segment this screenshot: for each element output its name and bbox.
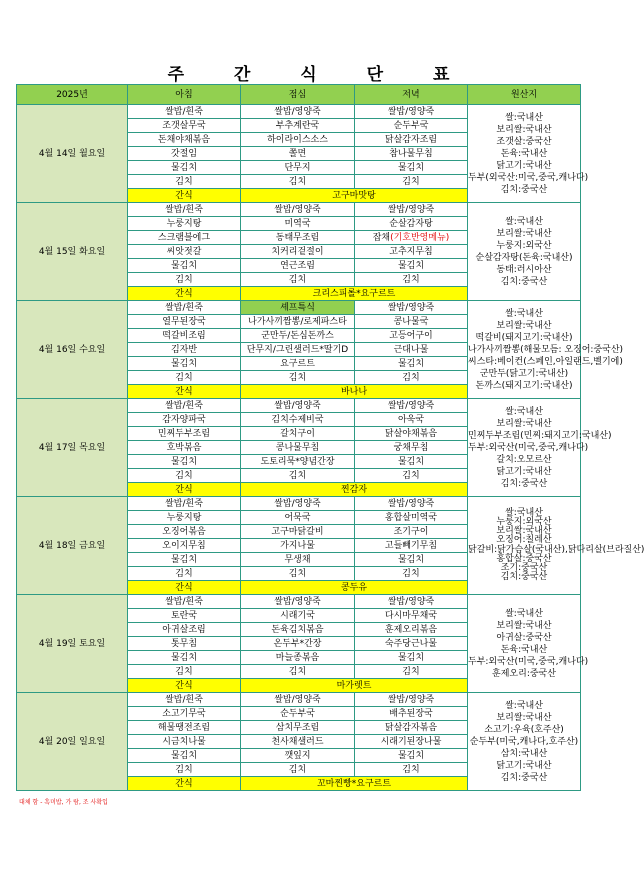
dinner-item — [355, 315, 468, 329]
dinner-item-text: 물김치 — [397, 456, 425, 467]
breakfast-item: 쌀밥/흰죽 — [128, 203, 241, 217]
dinner-item-text: 닭살감자조림 — [384, 134, 438, 145]
dinner-item-text: 훈제오리볶음 — [384, 624, 438, 635]
dinner-item — [355, 497, 468, 511]
lunch-item: 갈치구이 — [241, 427, 355, 441]
breakfast-item: 김자반 — [128, 343, 241, 357]
lunch-item: 시래기국 — [241, 609, 355, 623]
dinner-item — [355, 469, 468, 483]
lunch-item: 쌀밥/영양죽 — [241, 497, 355, 511]
lunch-item: 김치 — [241, 469, 355, 483]
snack-label: 간식 — [128, 189, 241, 203]
origin-line: 쌀:국내산 — [505, 112, 543, 123]
origin-line: 보리쌀:국내산 — [496, 228, 552, 239]
dinner-item — [355, 721, 468, 735]
origin-info — [468, 595, 589, 693]
snack-label: 간식 — [128, 385, 241, 399]
origin-line: 돈육:국내산 — [500, 148, 548, 159]
origin-line: 보리쌀:국내산 — [496, 418, 552, 429]
origin-line: 아귀살:중국산 — [496, 632, 552, 643]
dinner-item — [355, 651, 468, 665]
dinner-item-text: 쌀밥/영양죽 — [387, 302, 435, 313]
dinner-item-text: 물김치 — [397, 652, 425, 663]
breakfast-item: 김치 — [128, 665, 241, 679]
origin-line: 닭고기:국내산 — [496, 466, 552, 477]
origin-line: 조기:중국산 — [500, 562, 548, 573]
lunch-item: 김치 — [241, 371, 355, 385]
dinner-item — [355, 105, 468, 119]
dinner-item — [355, 273, 468, 287]
origin-info — [468, 105, 589, 203]
breakfast-item: 민찌두부조림 — [128, 427, 241, 441]
dinner-item — [355, 553, 468, 567]
breakfast-item: 톳무침 — [128, 637, 241, 651]
snack-item: 크리스피롤*요구르트 — [241, 287, 468, 301]
dinner-item-text: 고추지무침 — [389, 246, 433, 257]
breakfast-item: 오징어볶음 — [128, 525, 241, 539]
lunch-item: 콩나물무침 — [241, 441, 355, 455]
dinner-item — [355, 413, 468, 427]
breakfast-item: 김치 — [128, 469, 241, 483]
breakfast-item: 쌀밥/흰죽 — [128, 105, 241, 119]
header-breakfast: 아침 — [128, 85, 241, 105]
dinner-item-text: 김치 — [402, 372, 420, 383]
lunch-item: 단무지/그린샐러드*딸기D — [241, 343, 355, 357]
dinner-item-text: 쌀밥/영양죽 — [387, 400, 435, 411]
origin-line: 보리쌀:국내산 — [496, 124, 552, 135]
breakfast-item: 물김치 — [128, 553, 241, 567]
origin-line: 보리쌀:국내산 — [496, 620, 552, 631]
origin-line: 동태:러시아산 — [496, 264, 552, 275]
origin-line: 군만두(닭고기:국내산) — [479, 368, 569, 379]
origin-line: 보리쌀:국내산 — [496, 526, 552, 537]
dinner-item — [355, 693, 468, 707]
breakfast-item: 스크램블에그 — [128, 231, 241, 245]
origin-line: 두부:외국산(미국,중국,캐나다) — [468, 656, 589, 667]
lunch-item: 동태무조림 — [241, 231, 355, 245]
dinner-item — [355, 371, 468, 385]
dinner-item — [355, 665, 468, 679]
dinner-item — [355, 511, 468, 525]
dinner-item — [355, 147, 468, 161]
dinner-item-text: 다시마무채국 — [384, 610, 438, 621]
dinner-item-text: 물김치 — [397, 162, 425, 173]
lunch-item: 김치 — [241, 567, 355, 581]
origin-line: 훈제오리:중국산 — [492, 668, 556, 679]
dinner-item-text: 물김치 — [397, 358, 425, 369]
dinner-item — [355, 441, 468, 455]
snack-label: 간식 — [128, 581, 241, 595]
dinner-item — [355, 427, 468, 441]
dinner-item — [355, 357, 468, 371]
breakfast-item: 조갯살무국 — [128, 119, 241, 133]
menu-row — [17, 497, 581, 511]
origin-line: 민찌두부조림(민찌:돼지고기:국내산) — [468, 430, 612, 441]
dinner-item-text: 김치 — [402, 764, 420, 775]
dinner-item-text: 조기구이 — [393, 526, 429, 537]
dinner-item-text: 궁채무침 — [393, 442, 429, 453]
origin-line: 쌀:국내산 — [505, 507, 543, 518]
snack-label: 간식 — [128, 483, 241, 497]
dinner-item — [355, 399, 468, 413]
breakfast-item: 물김치 — [128, 455, 241, 469]
dinner-item — [355, 637, 468, 651]
menu-row — [17, 105, 581, 119]
breakfast-item: 쌀밥/흰죽 — [128, 693, 241, 707]
lunch-item: 김치 — [241, 665, 355, 679]
day-date: 4월 18일 금요일 — [17, 497, 128, 595]
lunch-item: 군만두/돈심돈까스 — [241, 329, 355, 343]
lunch-item: 어묵국 — [241, 511, 355, 525]
origin-line: 삼치:국내산 — [500, 748, 548, 759]
origin-line: 쌀:국내산 — [505, 700, 543, 711]
dinner-item — [355, 175, 468, 189]
dinner-item-text: 김치 — [402, 470, 420, 481]
dinner-item-text: 김치 — [402, 666, 420, 677]
origin-line: 떡갈비(돼지고기:국내산) — [475, 332, 573, 343]
snack-item: 찐감자 — [241, 483, 468, 497]
lunch-item: 고구마닭갈비 — [241, 525, 355, 539]
snack-item: 바나나 — [241, 385, 468, 399]
origin-line: 순두부(미국,캐나다,호주산) — [469, 736, 579, 747]
dinner-item-text: 쌀밥/영양죽 — [387, 498, 435, 509]
dinner-item — [355, 217, 468, 231]
dinner-item-text: 콩나물국 — [393, 316, 429, 327]
dinner-item — [355, 301, 468, 315]
lunch-item: 요구르트 — [241, 357, 355, 371]
menu-row — [17, 203, 581, 217]
lunch-item: 쫄면 — [241, 147, 355, 161]
lunch-item: 김치 — [241, 175, 355, 189]
day-date: 4월 17일 목요일 — [17, 399, 128, 497]
origin-line: 누룽지:외국산 — [496, 240, 552, 251]
dinner-item — [355, 119, 468, 133]
day-date: 4월 20일 일요일 — [17, 693, 128, 791]
origin-info — [468, 203, 581, 301]
origin-line: 쌀:국내산 — [505, 608, 543, 619]
snack-item: 고구마맛탕 — [241, 189, 468, 203]
origin-line: 김치:중국산 — [500, 184, 548, 195]
origin-line: 두부(외국산:미국,중국,캐나다) — [468, 172, 589, 183]
origin-line: 홍합살:중국산 — [496, 553, 552, 564]
lunch-item: 쌀밥/영양죽 — [241, 693, 355, 707]
weekly-menu-table — [16, 84, 644, 791]
dinner-item — [355, 749, 468, 763]
lunch-item: 가지나물 — [241, 539, 355, 553]
dinner-item-text: 참나물무침 — [389, 148, 433, 159]
snack-item: 꼬마찐빵*요구르트 — [241, 777, 468, 791]
origin-line: 갈치:오모르산 — [496, 454, 552, 465]
dinner-item-text: 닭살야채볶음 — [384, 428, 438, 439]
breakfast-item: 떡갈비조림 — [128, 329, 241, 343]
origin-line: 조갯살:중국산 — [496, 136, 552, 147]
origin-line: 닭고기:국내산 — [496, 760, 552, 771]
origin-info — [468, 497, 644, 595]
origin-line: 쌀:국내산 — [505, 406, 543, 417]
dinner-item — [355, 735, 468, 749]
breakfast-item: 갓절임 — [128, 147, 241, 161]
dinner-item — [355, 567, 468, 581]
origin-info — [468, 399, 612, 497]
dinner-item — [355, 595, 468, 609]
origin-line: 쌀:국내산 — [505, 308, 543, 319]
header-lunch: 점심 — [241, 85, 355, 105]
origin-line: 쌀:국내산 — [505, 216, 543, 227]
dinner-item — [355, 707, 468, 721]
lunch-item: 김치 — [241, 273, 355, 287]
breakfast-item: 김치 — [128, 273, 241, 287]
breakfast-item: 김치 — [128, 175, 241, 189]
origin-line: 김치:중국산 — [500, 772, 548, 783]
dinner-item — [355, 329, 468, 343]
lunch-item: 미역국 — [241, 217, 355, 231]
page-title: 주 간 식 단 표 — [167, 65, 472, 85]
lunch-item: 단무지 — [241, 161, 355, 175]
dinner-item-text: 물김치 — [397, 750, 425, 761]
dinner-item-text: 순두부국 — [393, 120, 429, 131]
lunch-item: 김치수제비국 — [241, 413, 355, 427]
origin-line: 닭고기:국내산 — [496, 160, 552, 171]
origin-line: 씨스타:베이컨(스페인,아일랜드,벨기에) — [468, 356, 623, 367]
breakfast-item: 쌀밥/흰죽 — [128, 497, 241, 511]
dinner-item — [355, 539, 468, 553]
lunch-item: 나가사끼짬뽕/로제파스타 — [241, 315, 355, 329]
dinner-item-text: 잡채 — [372, 232, 391, 243]
breakfast-item: 해물땡전조림 — [128, 721, 241, 735]
dinner-item-text: 근대나물 — [393, 344, 429, 355]
dinner-item — [355, 259, 468, 273]
lunch-item: 삼치무조림 — [241, 721, 355, 735]
lunch-item: 도토리묵*양념간장 — [241, 455, 355, 469]
breakfast-item: 호박볶음 — [128, 441, 241, 455]
origin-line: 소고기:우육(호주산) — [484, 724, 564, 735]
breakfast-item: 열무된장국 — [128, 315, 241, 329]
dinner-item — [355, 343, 468, 357]
breakfast-item: 물김치 — [128, 357, 241, 371]
dinner-item-text: 김치 — [402, 176, 420, 187]
origin-line: 보리쌀:국내산 — [496, 712, 552, 723]
breakfast-item: 물김치 — [128, 161, 241, 175]
breakfast-item: 물김치 — [128, 651, 241, 665]
menu-row — [17, 301, 581, 315]
origin-line: 순살감자탕(돈육:국내산) — [475, 252, 573, 263]
dinner-item — [355, 455, 468, 469]
lunch-item: 쌀밥/영양죽 — [241, 399, 355, 413]
origin-line: 돈육:국내산 — [500, 644, 548, 655]
breakfast-item: 누룽지탕 — [128, 511, 241, 525]
dinner-item-text: 쌀밥/영양죽 — [387, 204, 435, 215]
dinner-item-text: 아욱국 — [397, 414, 425, 425]
breakfast-item: 시금치나물 — [128, 735, 241, 749]
day-date: 4월 16일 수요일 — [17, 301, 128, 399]
breakfast-item: 토란국 — [128, 609, 241, 623]
lunch-item: 천사채샐러드 — [241, 735, 355, 749]
dinner-item — [355, 245, 468, 259]
origin-line: 돈까스(돼지고기:국내산) — [475, 380, 573, 391]
lunch-item: 마늘종볶음 — [241, 651, 355, 665]
origin-line: 오징어:칠레산 — [496, 535, 552, 546]
day-date: 4월 15일 화요일 — [17, 203, 128, 301]
dinner-item-text: 고등어구이 — [389, 330, 433, 341]
dinner-item — [355, 161, 468, 175]
snack-item: 마가렛트 — [241, 679, 468, 693]
dinner-item-text: 쌀밥/영양죽 — [387, 596, 435, 607]
lunch-item: 치커리겉절이 — [241, 245, 355, 259]
header-dinner: 저녁 — [355, 85, 468, 105]
header-year: 2025년 — [17, 85, 128, 105]
breakfast-item: 쌀밥/흰죽 — [128, 301, 241, 315]
snack-label: 간식 — [128, 679, 241, 693]
origin-info — [468, 693, 581, 791]
dinner-item — [355, 763, 468, 777]
lunch-item: 연근조림 — [241, 259, 355, 273]
menu-row — [17, 595, 581, 609]
menu-row — [17, 399, 581, 413]
breakfast-item: 감자양파국 — [128, 413, 241, 427]
lunch-item: 하이라이스소스 — [241, 133, 355, 147]
breakfast-item: 물김치 — [128, 749, 241, 763]
origin-line: 김치:중국산 — [500, 478, 548, 489]
lunch-item: 부추계란국 — [241, 119, 355, 133]
lunch-item: 순두부국 — [241, 707, 355, 721]
dinner-item-text: 쌀밥/영양죽 — [387, 106, 435, 117]
origin-line: 김치:중국산 — [500, 572, 548, 583]
breakfast-item: 김치 — [128, 763, 241, 777]
breakfast-item: 돈채야채볶음 — [128, 133, 241, 147]
menu-row — [17, 693, 581, 707]
origin-line: 두부:외국산(미국,중국,캐나다) — [468, 442, 589, 453]
origin-line: 보리쌀:국내산 — [496, 320, 552, 331]
breakfast-item: 물김치 — [128, 259, 241, 273]
lunch-item: 쌀밥/영양죽 — [241, 105, 355, 119]
origin-info — [468, 301, 624, 399]
snack-label: 간식 — [128, 287, 241, 301]
breakfast-item: 김치 — [128, 371, 241, 385]
dinner-item — [355, 231, 468, 245]
dinner-item-text: 김치 — [402, 568, 420, 579]
dinner-item-text: 시래기된장나물 — [380, 736, 442, 747]
dinner-item-note: (기호반영메뉴) — [390, 232, 450, 243]
dinner-item-text: 쌀밥/영양죽 — [387, 694, 435, 705]
dinner-item-text: 배추된장국 — [389, 708, 433, 719]
dinner-item-text: 순살감자탕 — [389, 218, 433, 229]
lunch-item: 깻잎지 — [241, 749, 355, 763]
lunch-item: 셰프특식 — [241, 301, 355, 315]
dinner-item — [355, 133, 468, 147]
dinner-item-text: 홍합살미역국 — [384, 512, 438, 523]
footer-note: 대체 함 - 흑미밥, 가 람, 조 사확입 — [19, 799, 108, 806]
breakfast-item: 오이지무침 — [128, 539, 241, 553]
breakfast-item: 누룽지탕 — [128, 217, 241, 231]
lunch-item: 쌀밥/영양죽 — [241, 203, 355, 217]
breakfast-item: 쌀밥/흰죽 — [128, 399, 241, 413]
day-date: 4월 14일 월요일 — [17, 105, 128, 203]
dinner-item-text: 고들빼기무침 — [384, 540, 438, 551]
dinner-item — [355, 203, 468, 217]
origin-line: 닭갈비:닭가슴살(국내산),닭다리살(브라질산) — [468, 544, 644, 555]
breakfast-item: 소고기무국 — [128, 707, 241, 721]
origin-line: 나가사끼짬뽕(해물모듬: 오징어:중국산) — [468, 344, 624, 355]
snack-label: 간식 — [128, 777, 241, 791]
dinner-item — [355, 525, 468, 539]
dinner-item — [355, 609, 468, 623]
lunch-item: 온두부*간장 — [241, 637, 355, 651]
lunch-item: 돈육김치볶음 — [241, 623, 355, 637]
dinner-item — [355, 623, 468, 637]
lunch-item: 무생채 — [241, 553, 355, 567]
origin-line: 누룽지:외국산 — [496, 516, 552, 527]
origin-line: 김치:중국산 — [500, 276, 548, 287]
breakfast-item: 김치 — [128, 567, 241, 581]
snack-item: 콩두유 — [241, 581, 468, 595]
lunch-item: 김치 — [241, 763, 355, 777]
dinner-item-text: 물김치 — [397, 554, 425, 565]
dinner-item-text: 물김치 — [397, 260, 425, 271]
dinner-item-text: 닭살감자볶음 — [384, 722, 438, 733]
dinner-item-text: 김치 — [402, 274, 420, 285]
lunch-item: 쌀밥/영양죽 — [241, 595, 355, 609]
day-date: 4월 19일 토요일 — [17, 595, 128, 693]
breakfast-item: 쌀밥/흰죽 — [128, 595, 241, 609]
breakfast-item: 아귀살조림 — [128, 623, 241, 637]
breakfast-item: 씨앗젓갈 — [128, 245, 241, 259]
header-row — [17, 85, 581, 105]
dinner-item-text: 숙주당근나물 — [384, 638, 438, 649]
header-origin: 원산지 — [468, 85, 581, 105]
